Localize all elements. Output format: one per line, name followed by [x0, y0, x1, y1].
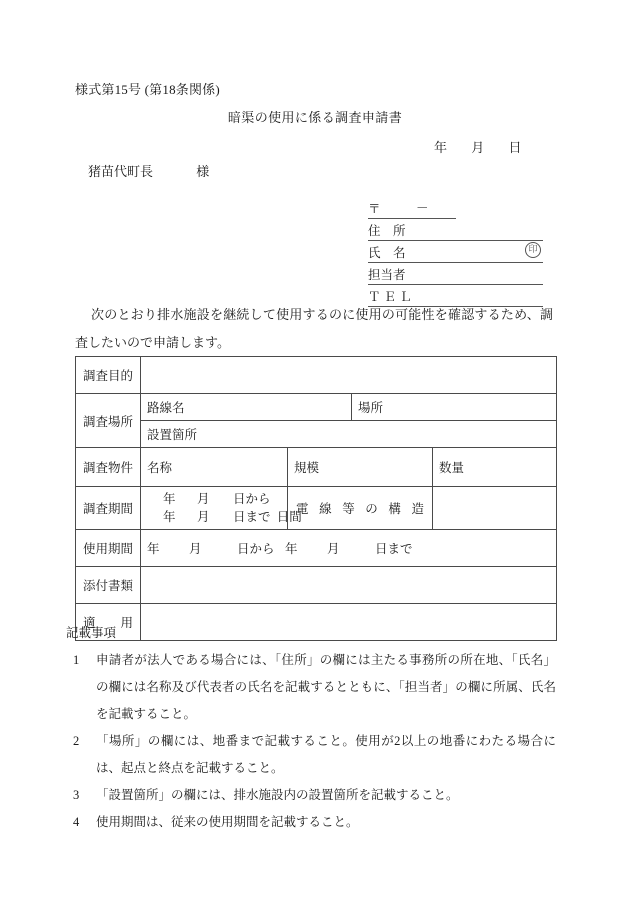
name-label: 氏 名 [368, 246, 406, 260]
survey-from-month: 月 [197, 492, 210, 506]
survey-to-year: 年 [163, 510, 176, 524]
note-text: 「設置箇所」の欄には、排水施設内の設置箇所を記載すること。 [96, 788, 459, 802]
table-row-install [76, 421, 557, 448]
note-item [66, 809, 556, 836]
object-quantity-label[interactable]: 数量 [433, 448, 557, 487]
object-scale-label[interactable]: 規模 [288, 448, 433, 487]
seal-icon: 印 [525, 242, 541, 258]
contact-person-label: 担当者 [368, 268, 406, 282]
survey-period-value[interactable] [141, 487, 302, 530]
telephone-label: Ｔ Ｅ Ｌ [368, 290, 412, 304]
postal-code-label: 〒 [368, 202, 381, 216]
purpose-value[interactable] [141, 357, 557, 394]
survey-from-day: 日から [233, 492, 271, 506]
note-number: 2 [73, 734, 80, 748]
note-text: 使用期間は、従来の使用期間を記載すること。 [96, 815, 359, 829]
postal-code-row [368, 197, 456, 219]
structure-value[interactable] [433, 487, 557, 530]
form-number: 様式第15号 (第18条関係) [75, 82, 220, 97]
survey-period-from [163, 490, 287, 508]
submission-date-line [434, 137, 522, 156]
survey-from-year: 年 [163, 492, 176, 506]
place-label: 調査場所 [76, 394, 141, 448]
table-row-use-period [76, 530, 557, 567]
use-from-year: 年 [147, 542, 160, 556]
application-label: 適用 [76, 604, 141, 641]
use-from-day: 日から [237, 542, 275, 556]
survey-period-label: 調査期間 [76, 487, 141, 530]
addressee-name: 猪苗代町長 [88, 164, 154, 179]
table-row-survey-period [76, 487, 557, 530]
survey-to-day: 日まで [233, 510, 271, 524]
note-number: 1 [73, 653, 80, 667]
contact-person-row [368, 263, 543, 285]
date-month-label: 月 [471, 140, 485, 155]
addressee-line [88, 161, 209, 180]
document-title: 暗渠の使用に係る調査申請書 [227, 110, 403, 125]
note-item [66, 728, 556, 782]
postal-code-dash: － [416, 201, 429, 215]
table-row-object [76, 448, 557, 487]
date-day-label: 日 [508, 140, 522, 155]
attachment-value[interactable] [141, 567, 557, 604]
survey-period-dates [141, 487, 302, 529]
addressee-honorific: 様 [196, 164, 210, 179]
use-period-label: 使用期間 [76, 530, 141, 567]
applicant-block [368, 197, 543, 307]
body-paragraph: 次のとおり排水施設を継続して使用するのに使用の可能性を確認するため、調査したいので申請します。 [75, 307, 553, 350]
survey-period-to [163, 508, 302, 526]
use-to-month: 月 [327, 542, 340, 556]
address-label: 住 所 [368, 224, 406, 238]
notes-section [66, 621, 556, 836]
use-to-year: 年 [285, 542, 298, 556]
table-row-place-route [76, 394, 557, 421]
address-row [368, 219, 543, 241]
note-item [66, 782, 556, 809]
name-row [368, 241, 543, 263]
note-number: 3 [73, 788, 80, 802]
attachment-label: 添付書類 [76, 567, 141, 604]
table-row-attachment [76, 567, 557, 604]
object-label: 調査物件 [76, 448, 141, 487]
use-to-day: 日まで [375, 542, 413, 556]
use-period-value[interactable] [141, 530, 557, 567]
notes-title: 記載事項 [66, 626, 117, 640]
structure-label: 電線等の構造 [288, 487, 433, 530]
note-text: 申請者が法人である場合には、「住所」の欄には主たる事務所の所在地、「氏名」の欄には名称及び代表者の氏名を記載するとともに、「担当者」の欄に所属、氏名を記載すること。 [96, 653, 556, 721]
location-label[interactable]: 場所 [352, 394, 557, 421]
install-label[interactable]: 設置箇所 [141, 421, 557, 448]
route-label[interactable]: 路線名 [141, 394, 352, 421]
survey-to-month: 月 [197, 510, 210, 524]
purpose-label: 調査目的 [76, 357, 141, 394]
survey-application-table [75, 356, 557, 641]
note-number: 4 [73, 815, 80, 829]
survey-period-days: 日間 [276, 510, 302, 524]
table-row-purpose [76, 357, 557, 394]
use-from-month: 月 [189, 542, 202, 556]
note-item [66, 647, 556, 728]
note-text: 「場所」の欄には、地番まで記載すること。使用が2以上の地番にわたる場合には、起点と終点を記載すること。 [96, 734, 556, 775]
object-name-label[interactable]: 名称 [141, 448, 288, 487]
date-year-label: 年 [434, 140, 448, 155]
